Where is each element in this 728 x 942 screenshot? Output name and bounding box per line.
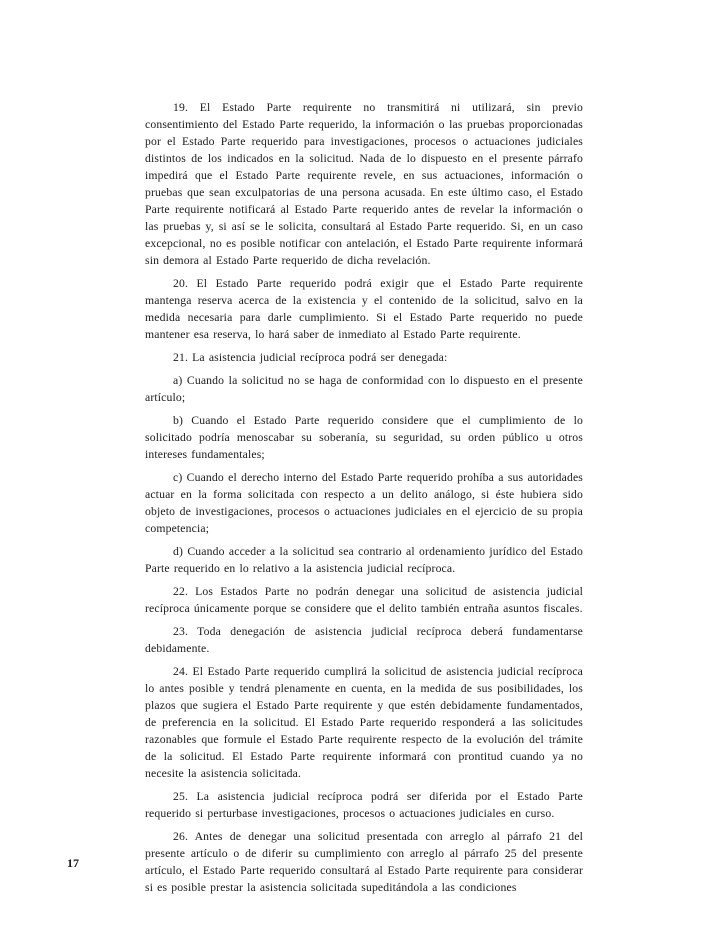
paragraph-21-b: b) Cuando el Estado Parte requerido considere que el cumplimiento de lo solicitado podría menoscabar su soberanía, su seguridad, su orden público u otros intereses fundamentales; [145,414,583,461]
paragraph-19: 19. El Estado Parte requirente no transmitirá ni utilizará, sin previo consentimiento del Estado Parte requerido, la información o las pruebas proporcionadas por el Estado Parte requerido para investigaciones, procesos o actuaciones judiciales distintos de los indicados en la solicitud. Nada de lo dispuesto en el presente párrafo impedirá que el Estado Parte requirente revele, en sus actuaciones, información o pruebas que sean exculpatorias de una persona acusada. En este último caso, el Estado Parte requirente notificará al Estado Parte requerido antes de revelar la información o las pruebas y, si así se le solicita, consultará al Estado Parte requerido. Si, en un caso excepcional, no es posible notificar con antelación, el Estado Parte requirente informará sin demora al Estado Parte requerido de dicha revelación. [145,101,583,267]
paragraph-21-c: c) Cuando el derecho interno del Estado Parte requerido prohíba a sus autoridades actuar en la forma solicitada con respecto a un delito análogo, si éste hubiera sido objeto de investigaciones, procesos o actuaciones judiciales en el ejercicio de su propia competencia; [145,471,583,535]
paragraph-25: 25. La asistencia judicial recíproca podrá ser diferida por el Estado Parte requerido si perturbase investigaciones, procesos o actuaciones judiciales en curso. [145,790,583,820]
paragraph-22: 22. Los Estados Parte no podrán denegar una solicitud de asistencia judicial recíproca únicamente porque se considere que el delito también entraña asuntos fiscales. [145,585,583,615]
page-number: 17 [67,856,79,870]
paragraph-20: 20. El Estado Parte requerido podrá exigir que el Estado Parte requirente mantenga reserva acerca de la existencia y el contenido de la solicitud, salvo en la medida necesaria para darle cumplimiento. Si el Estado Parte requerido no puede mantener esa reserva, lo hará saber de inmediato al Estado Parte requirente. [145,277,583,341]
article-body [145,99,583,902]
paragraph-26: 26. Antes de denegar una solicitud presentada con arreglo al párrafo 21 del presente artículo o de diferir su cumplimiento con arreglo al párrafo 25 del presente artículo, el Estado Parte requerido consultará al Estado Parte requirente para considerar si es posible prestar la asistencia solicitada supeditándola a las condiciones [145,830,583,894]
paragraph-21-a: a) Cuando la solicitud no se haga de conformidad con lo dispuesto en el presente artículo; [145,374,583,404]
paragraph-23: 23. Toda denegación de asistencia judicial recíproca deberá fundamentarse debidamente. [145,625,583,655]
paragraph-21-d: d) Cuando acceder a la solicitud sea contrario al ordenamiento jurídico del Estado Parte requerido en lo relativo a la asistencia judicial recíproca. [145,545,583,575]
paragraph-21: 21. La asistencia judicial recíproca podrá ser denegada: [173,351,448,364]
paragraph-24: 24. El Estado Parte requerido cumplirá la solicitud de asistencia judicial recíproca lo antes posible y tendrá plenamente en cuenta, en la medida de sus posibilidades, los plazos que sugiera el Estado Parte requirente y que estén debidamente fundamentados, de preferencia en la solicitud. El Estado Parte requerido responderá a las solicitudes razonables que formule el Estado Parte requirente respecto de la evolución del trámite de la solicitud. El Estado Parte requirente informará con prontitud cuando ya no necesite la asistencia solicitada. [145,665,583,780]
